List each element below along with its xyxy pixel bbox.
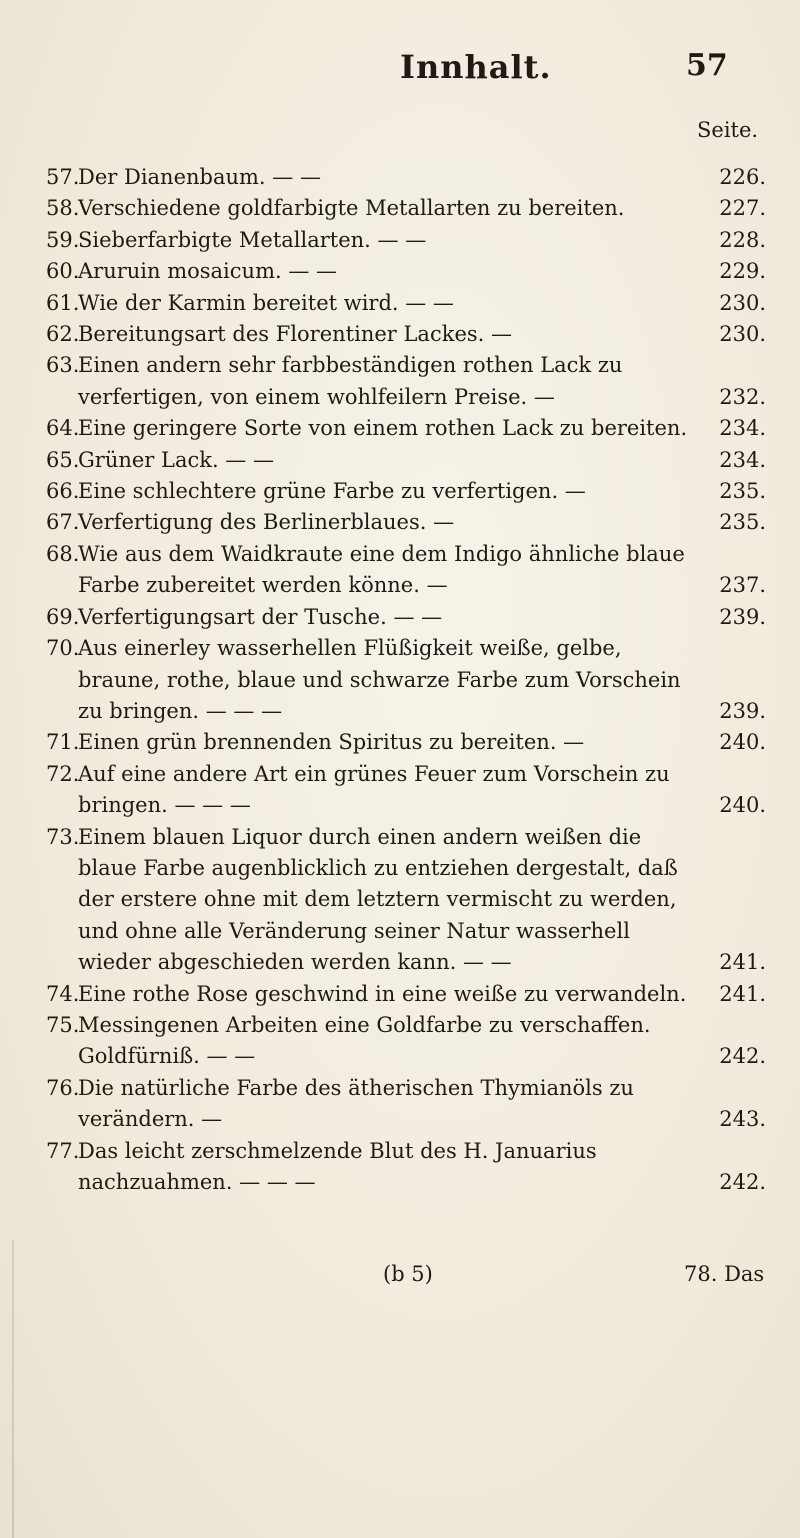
entry-title: Aruruin mosaicum. — —: [78, 259, 338, 284]
entry-title: Wie der Karmin bereitet wird. — —: [78, 290, 454, 315]
entry-number: 74.: [46, 981, 80, 1006]
entry-number: 58.: [46, 196, 80, 221]
entry-page: 239.: [719, 698, 766, 723]
contents-entry: [46, 476, 766, 507]
page-header: [0, 0, 800, 110]
entry-page: 227.: [719, 196, 766, 221]
entry-title: Die natürliche Farbe des ätherischen Thymianöls zu verändern. —: [78, 1075, 634, 1132]
entry-page: 243.: [719, 1107, 766, 1132]
contents-entry: [46, 602, 766, 633]
contents-entry: [46, 193, 766, 224]
entry-page: 241.: [719, 981, 766, 1006]
contents-entry: [46, 633, 766, 727]
entry-number: 76.: [46, 1075, 80, 1100]
contents-entry: [46, 225, 766, 256]
entry-page: 234.: [719, 447, 766, 472]
entry-title: Verfertigungsart der Tusche. — —: [78, 604, 443, 629]
entry-title: Messingenen Arbeiten eine Goldfarbe zu verschaffen. Goldfürniß. — —: [78, 1012, 651, 1069]
column-label: Seite.: [697, 118, 759, 142]
entry-title: Das leicht zerschmelzende Blut des H. Januarius nachzuahmen. — — —: [78, 1138, 597, 1194]
page-footer: [0, 1262, 800, 1302]
entry-page: 226.: [719, 165, 766, 189]
entry-title: Eine geringere Sorte von einem rothen Lack zu bereiten.: [78, 416, 688, 441]
contents-entry: [46, 727, 766, 758]
entry-number: 67.: [46, 510, 80, 535]
contents-entry: [46, 162, 766, 193]
contents-entry: [46, 445, 766, 476]
entry-page: 235.: [719, 510, 766, 535]
running-title: Innhalt.: [400, 48, 552, 86]
entry-title: Grüner Lack. — —: [78, 447, 274, 472]
entry-number: 77.: [46, 1138, 80, 1163]
contents-list: [46, 162, 766, 1198]
entry-page: 237.: [719, 573, 766, 598]
entry-title: Eine schlechtere grüne Farbe zu verfertigen. —: [78, 479, 586, 504]
entry-title: Einen andern sehr farbbeständigen rothen Lack zu verfertigen, von einem wohlfeilern Preise. —: [78, 353, 623, 409]
catchword: 78. Das: [684, 1262, 765, 1286]
contents-entry: [46, 979, 766, 1010]
contents-entry: [46, 759, 766, 822]
entry-title: Einem blauen Liquor durch einen andern weißen die blaue Farbe augenblicklich zu entziehen dergestalt, daß der erstere ohne mit dem letztern vermischt zu werden, und ohne alle Veränderung seiner Natur wasserhell wieder abgeschieden werden kann. — —: [78, 824, 678, 975]
entry-number: 70.: [46, 636, 80, 661]
entry-title: Wie aus dem Waidkraute eine dem Indigo ähnliche blaue Farbe zubereitet werden könne. —: [78, 541, 685, 598]
page-number: 57: [686, 48, 728, 83]
entry-number: 60.: [46, 259, 80, 284]
entry-title: Einen grün brennenden Spiritus zu bereiten. —: [78, 730, 585, 755]
contents-entry: [46, 1136, 766, 1199]
entry-page: 242.: [719, 1170, 766, 1194]
entry-page: 234.: [719, 416, 766, 441]
entry-page: 228.: [719, 227, 766, 252]
entry-title: Sieberfarbigte Metallarten. — —: [78, 227, 427, 252]
entry-page: 240.: [719, 793, 766, 818]
entry-page: 235.: [719, 479, 766, 504]
contents-entry: [46, 539, 766, 602]
entry-number: 73.: [46, 824, 80, 849]
contents-entry: [46, 507, 766, 538]
entry-number: 68.: [46, 541, 80, 566]
entry-page: 229.: [719, 259, 766, 284]
entry-page: 239.: [719, 604, 766, 629]
signature-mark: (b 5): [383, 1262, 433, 1286]
entry-page: 232.: [719, 384, 766, 409]
entry-number: 75.: [46, 1012, 80, 1037]
entry-number: 62.: [46, 322, 80, 347]
entry-title: Auf eine andere Art ein grünes Feuer zum Vorschein zu bringen. — — —: [78, 761, 670, 818]
entry-title: Verfertigung des Berlinerblaues. —: [78, 510, 455, 535]
entry-title: Aus einerley wasserhellen Flüßigkeit weiße, gelbe, braune, rothe, blaue und schwarze Farbe zum Vorschein zu bringen. — — —: [78, 636, 681, 723]
contents-entry: [46, 1073, 766, 1136]
entry-number: 66.: [46, 479, 80, 504]
entry-title: Bereitungsart des Florentiner Lackes. —: [78, 322, 512, 347]
contents-entry: [46, 256, 766, 287]
entry-number: 69.: [46, 604, 80, 629]
entry-number: 71.: [46, 730, 80, 755]
entry-number: 72.: [46, 761, 80, 786]
entry-number: 61.: [46, 290, 80, 315]
entry-title: Eine rothe Rose geschwind in eine weiße zu verwandeln.: [78, 981, 687, 1006]
entry-title: Der Dianenbaum. — —: [78, 165, 321, 189]
entry-number: 64.: [46, 416, 80, 441]
entry-title: Verschiedene goldfarbigte Metallarten zu bereiten.: [78, 196, 625, 221]
entry-number: 65.: [46, 447, 80, 472]
margin-shadow: [12, 1240, 14, 1538]
entry-number: 59.: [46, 227, 80, 252]
contents-entry: [46, 413, 766, 444]
entry-page: 242.: [719, 1044, 766, 1069]
entry-page: 230.: [719, 290, 766, 315]
entry-number: 63.: [46, 353, 80, 378]
entry-page: 240.: [719, 730, 766, 755]
contents-entry: [46, 319, 766, 350]
entry-number: 57.: [46, 165, 80, 189]
entry-page: 230.: [719, 322, 766, 347]
contents-entry: [46, 822, 766, 979]
entry-page: 241.: [719, 950, 766, 975]
contents-entry: [46, 288, 766, 319]
contents-entry: [46, 1010, 766, 1073]
contents-entry: [46, 350, 766, 413]
